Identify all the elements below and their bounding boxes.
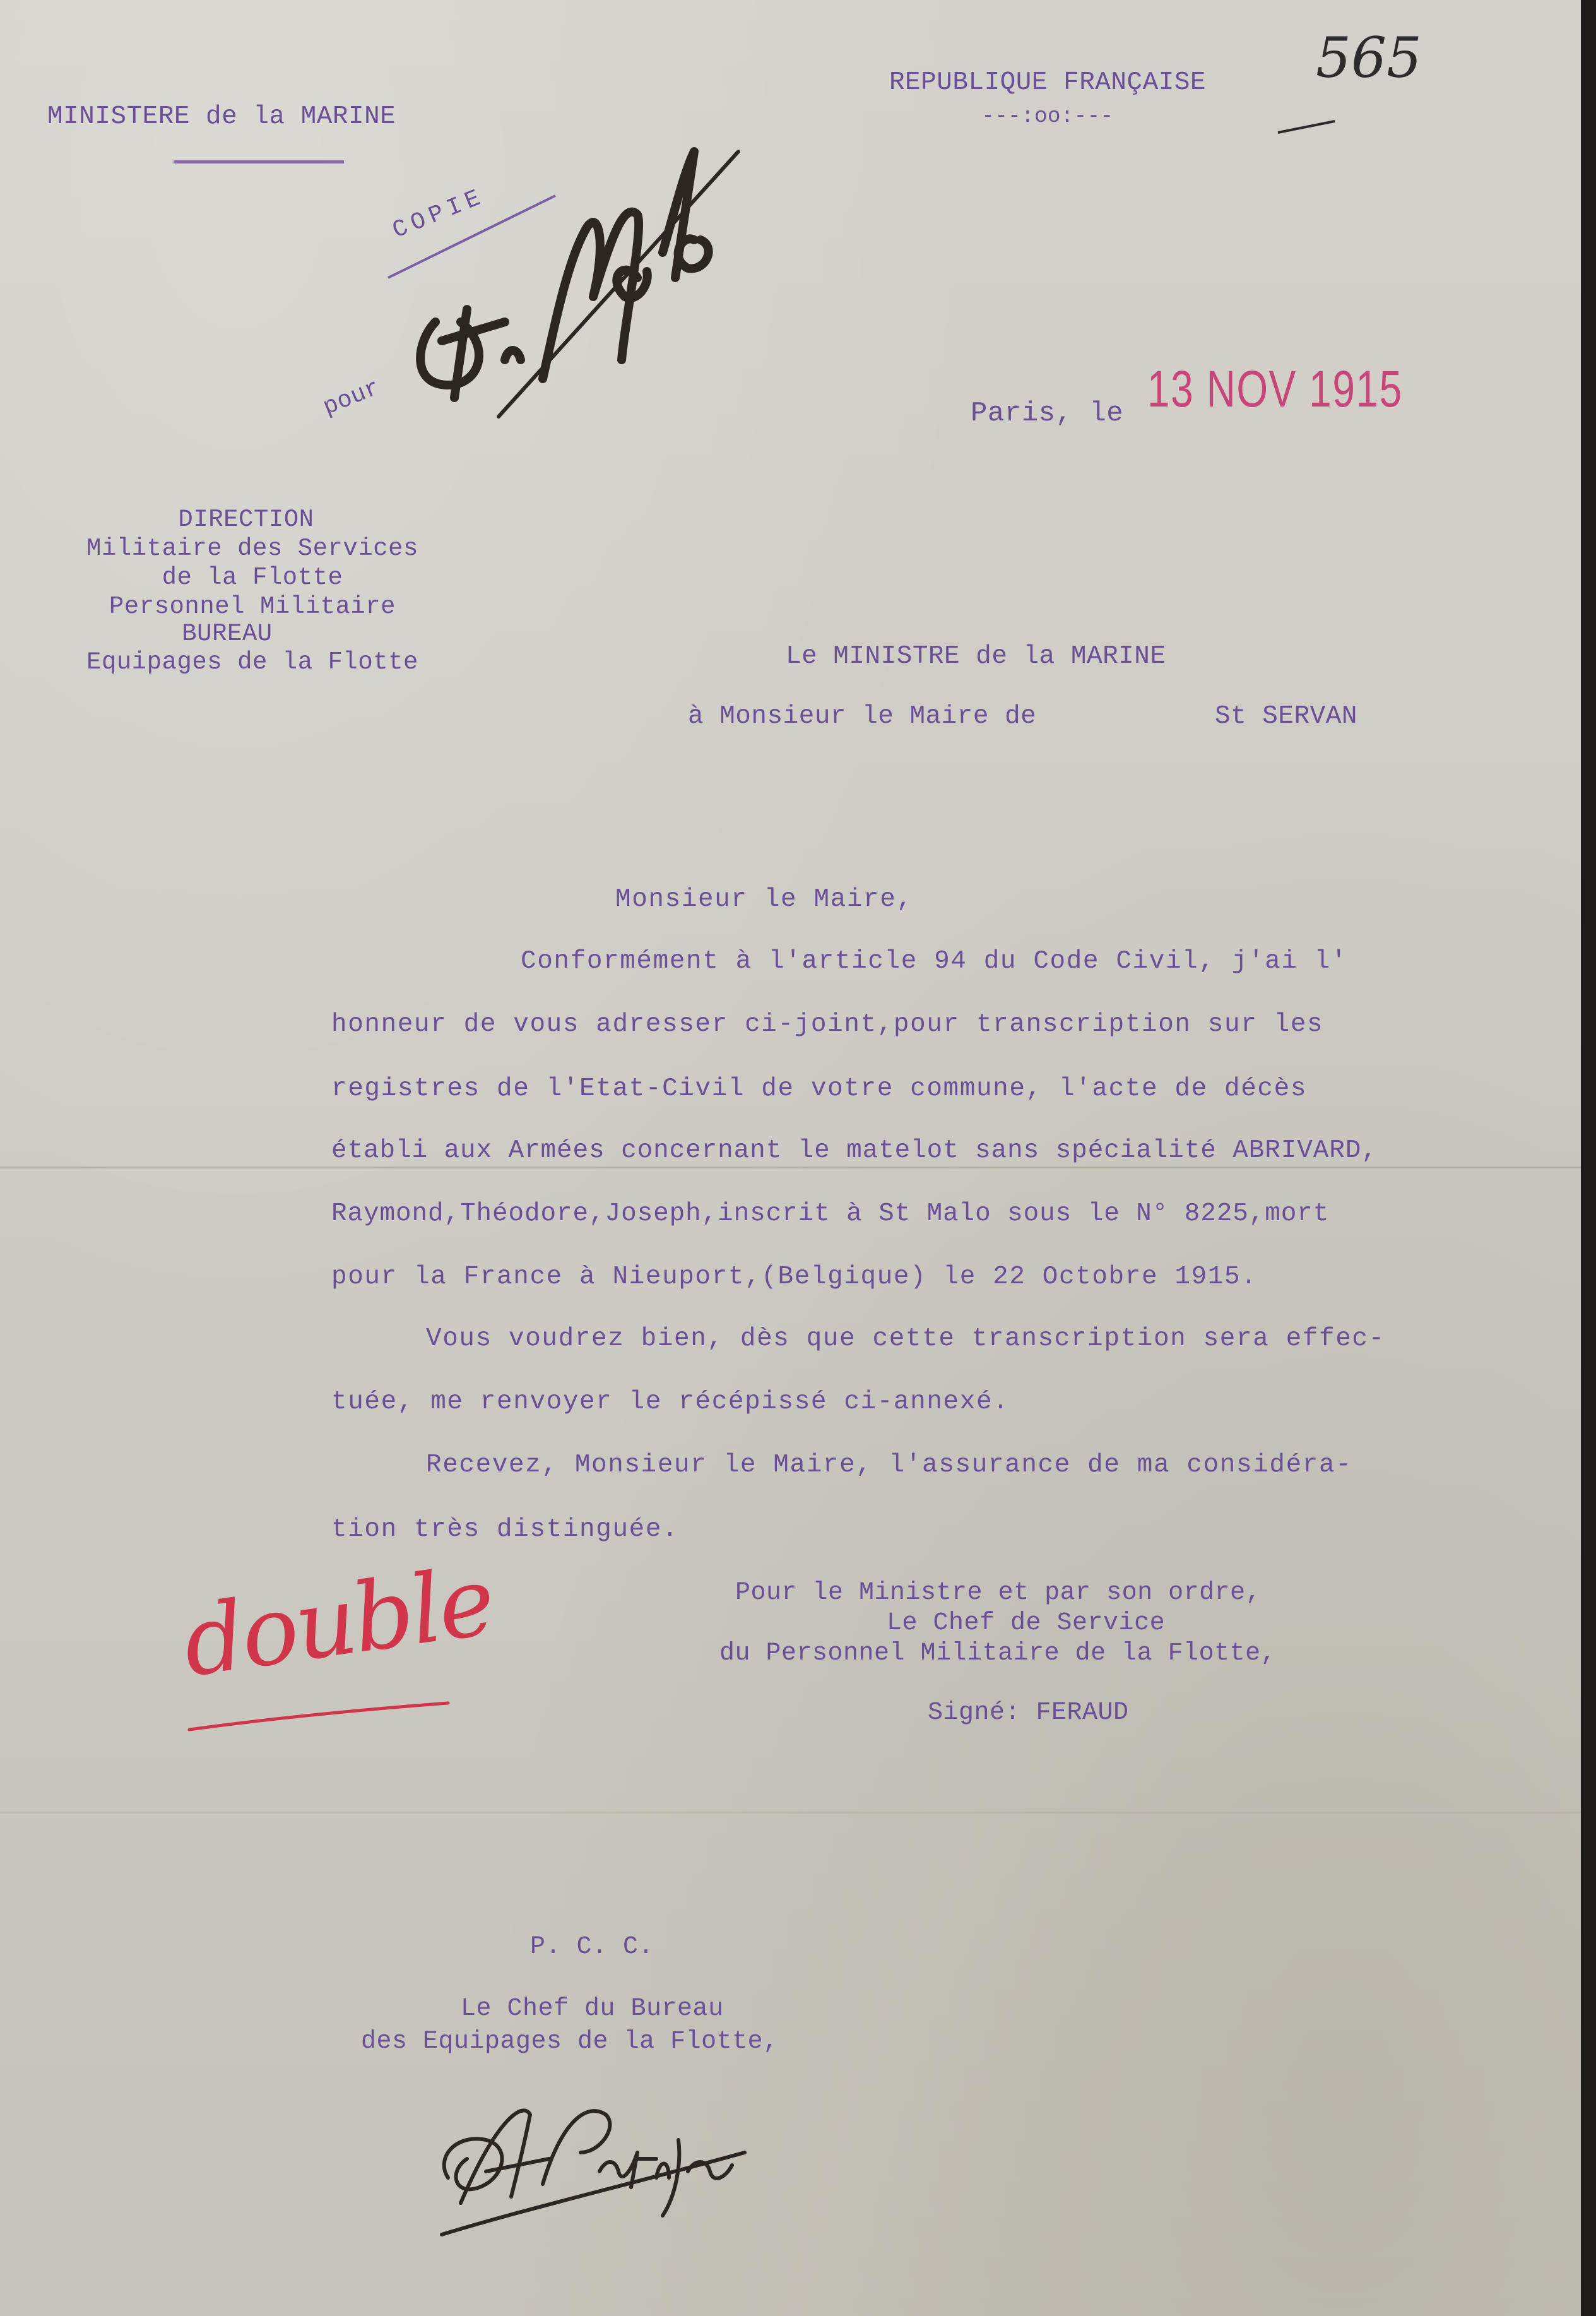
letter-line: pour la France à Nieuport,(Belgique) le 22 Octobre 1915.: [331, 1262, 1258, 1292]
paper-fold: [0, 1812, 1581, 1814]
chef-line-2: des Equipages de la Flotte,: [361, 2028, 779, 2056]
direction-block: [38, 505, 467, 678]
handwritten-st-malo: [398, 133, 751, 429]
signature-line: du Personnel Militaire de la Flotte,: [719, 1639, 1277, 1668]
pour-label: pour: [319, 374, 384, 422]
direction-line: DIRECTION: [178, 506, 314, 533]
pcc-label: P. C. C.: [530, 1933, 654, 1961]
date-place: Paris, le: [971, 398, 1124, 429]
page-number-dash: [1275, 114, 1344, 139]
date-stamp: 13 NOV 1915: [1147, 360, 1403, 418]
signature-line: Signé: FERAUD: [928, 1699, 1129, 1727]
salutation: Monsieur le Maire,: [615, 885, 913, 914]
direction-line: de la Flotte: [162, 564, 343, 591]
chef-line-1: Le Chef du Bureau: [461, 1995, 724, 2023]
page-number: 565: [1316, 25, 1422, 90]
direction-line: Personnel Militaire: [109, 593, 396, 621]
signature-line: Pour le Ministre et par son ordre,: [735, 1579, 1262, 1607]
letter-line: tuée, me renvoyer le récépissé ci-annexé.: [331, 1387, 1010, 1416]
paper-fold: [0, 1167, 1581, 1168]
letter-line: Recevez, Monsieur le Maire, l'assurance de ma considéra-: [426, 1451, 1352, 1480]
letter-line: Vous voudrez bien, dès que cette transcription sera effec-: [426, 1324, 1385, 1353]
addressee-to-place: St SERVAN: [1215, 702, 1357, 731]
letter-line: registres de l'Etat-Civil de votre commune, l'acte de décès: [331, 1074, 1308, 1103]
signature-line: Le Chef de Service: [887, 1609, 1166, 1637]
direction-line: Equipages de la Flotte: [86, 648, 418, 676]
addressee-to-prefix: à Monsieur le Maire de: [688, 702, 1037, 731]
addressee-from: Le MINISTRE de la MARINE: [786, 642, 1166, 671]
copie-label: COPIE: [389, 183, 490, 245]
letter-line: tion très distinguée.: [331, 1515, 679, 1544]
direction-line: Militaire des Services: [86, 535, 418, 562]
republic-ornament: ---:oo:---: [981, 105, 1114, 129]
letter-line: honneur de vous adresser ci-joint,pour transcription sur les: [331, 1010, 1324, 1039]
republic-header: REPUBLIQUE FRANÇAISE: [889, 68, 1207, 97]
handwritten-signature: [429, 2077, 757, 2247]
letter-line: Conformément à l'article 94 du Code Civil, j'ai l': [521, 947, 1348, 976]
ministry-underline: [174, 160, 344, 163]
margin-annotation-double: double: [176, 1546, 499, 1699]
direction-line: BUREAU: [182, 620, 273, 648]
letter-line: Raymond,Théodore,Joseph,inscrit à St Malo sous le N° 8225,mort: [331, 1199, 1330, 1228]
letter-line: établi aux Armées concernant le matelot sans spécialité ABRIVARD,: [331, 1136, 1378, 1165]
margin-annotation-underline: [183, 1698, 461, 1736]
ministry-header: MINISTERE de la MARINE: [47, 102, 396, 131]
